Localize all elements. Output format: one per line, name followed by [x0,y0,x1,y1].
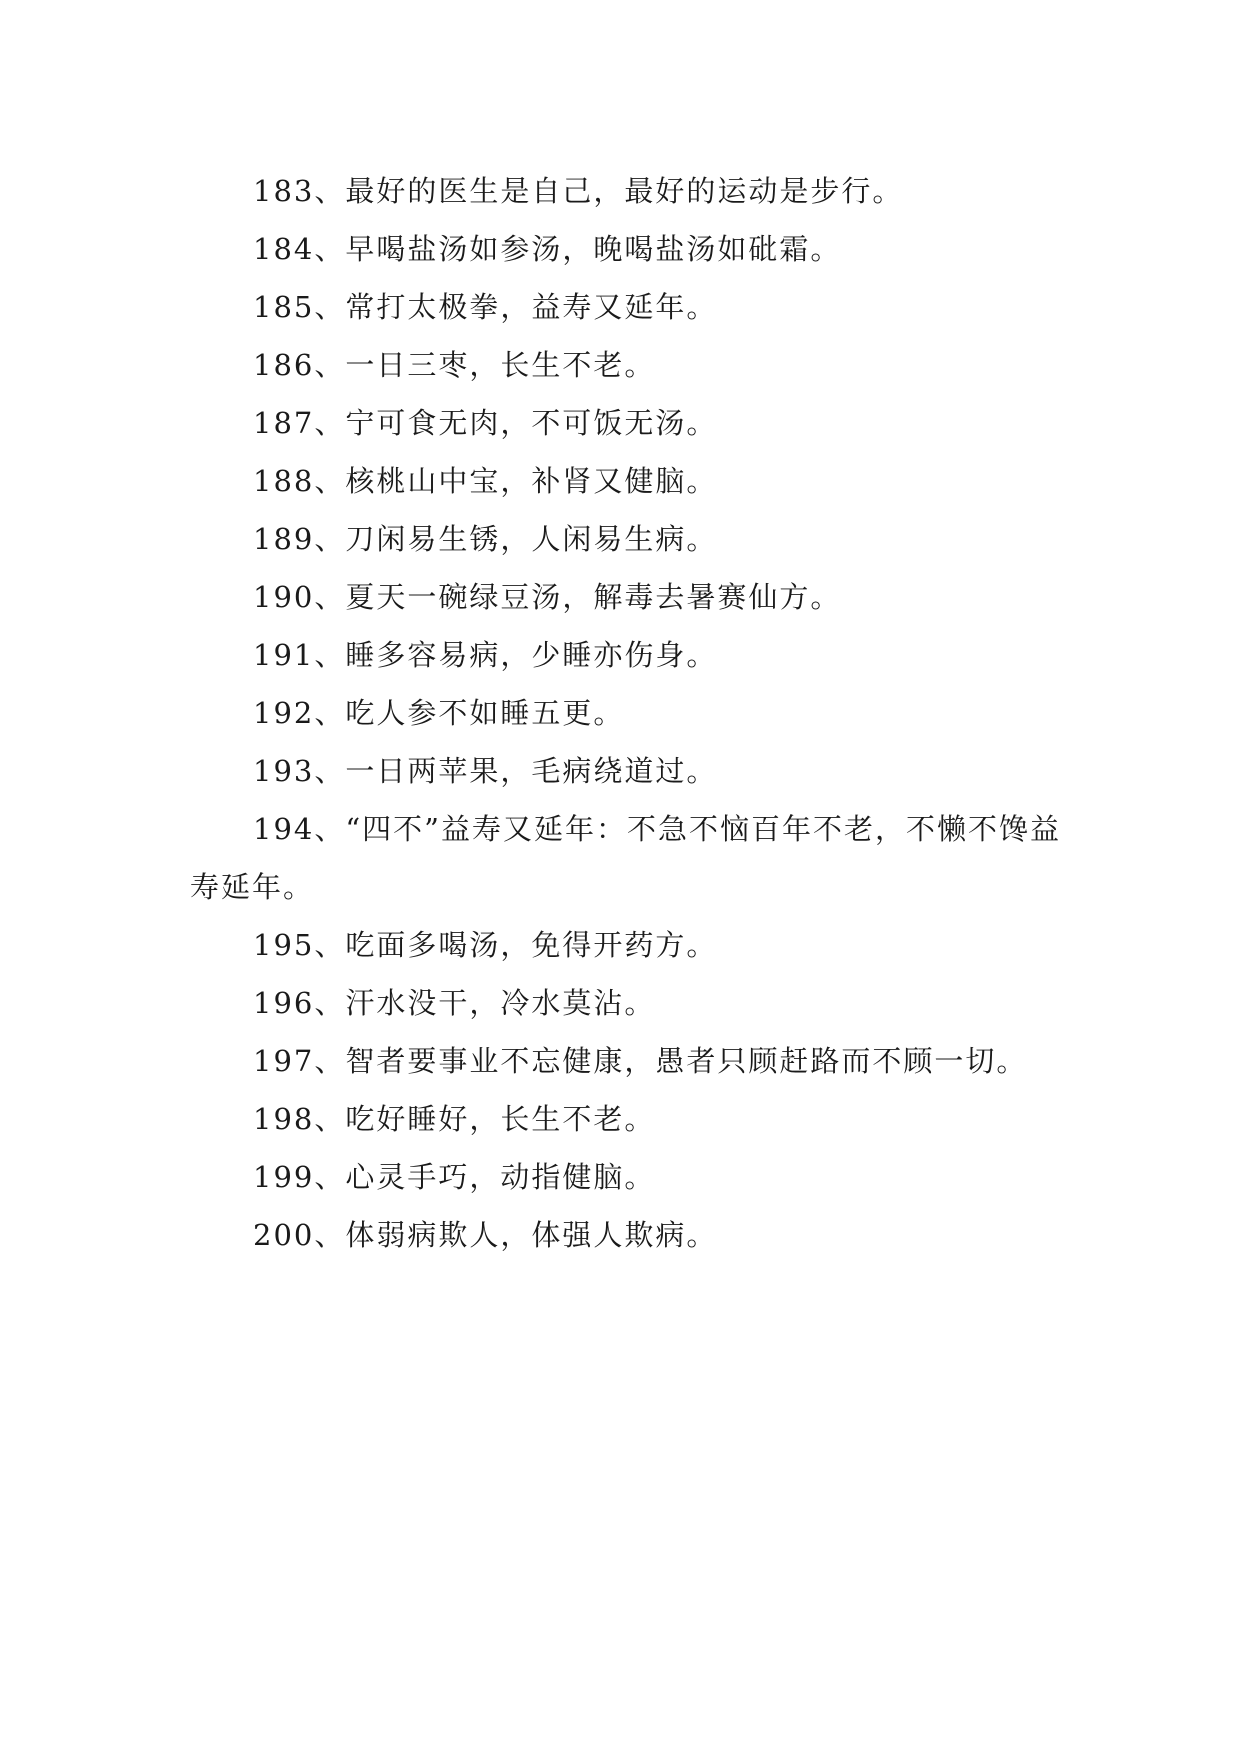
paragraph-188: 188、核桃山中宝，补肾又健脑。 [253,464,718,498]
paragraph-186: 186、一日三枣，长生不老。 [253,348,656,382]
paragraph-200: 200、体弱病欺人，体强人欺病。 [253,1218,718,1252]
paragraph-193: 193、一日两苹果，毛病绕道过。 [253,754,718,788]
paragraph-184: 184、早喝盐汤如参汤，晚喝盐汤如砒霜。 [253,232,842,266]
paragraph-196: 196、汗水没干，冷水莫沾。 [253,986,656,1020]
paragraph-197: 197、智者要事业不忘健康，愚者只顾赶路而不顾一切。 [253,1044,1028,1078]
paragraph-190: 190、夏天一碗绿豆汤，解毒去暑赛仙方。 [253,580,842,614]
paragraph-183: 183、最好的医生是自己，最好的运动是步行。 [253,174,904,208]
paragraph-187: 187、宁可食无肉，不可饭无汤。 [253,406,718,440]
paragraph-194: 194、“四不”益寿又延年：不急不恼百年不老，不懒不馋益寿延年。 [190,812,1062,904]
paragraph-199: 199、心灵手巧，动指健脑。 [253,1160,656,1194]
paragraph-192: 192、吃人参不如睡五更。 [253,696,625,730]
paragraph-191: 191、睡多容易病，少睡亦伤身。 [253,638,718,672]
paragraph-185: 185、常打太极拳，益寿又延年。 [253,290,718,324]
paragraph-189: 189、刀闲易生锈，人闲易生病。 [253,522,718,556]
paragraph-195: 195、吃面多喝汤，免得开药方。 [253,928,718,962]
document-body [190,162,1070,1264]
paragraph-198: 198、吃好睡好，长生不老。 [253,1102,656,1136]
